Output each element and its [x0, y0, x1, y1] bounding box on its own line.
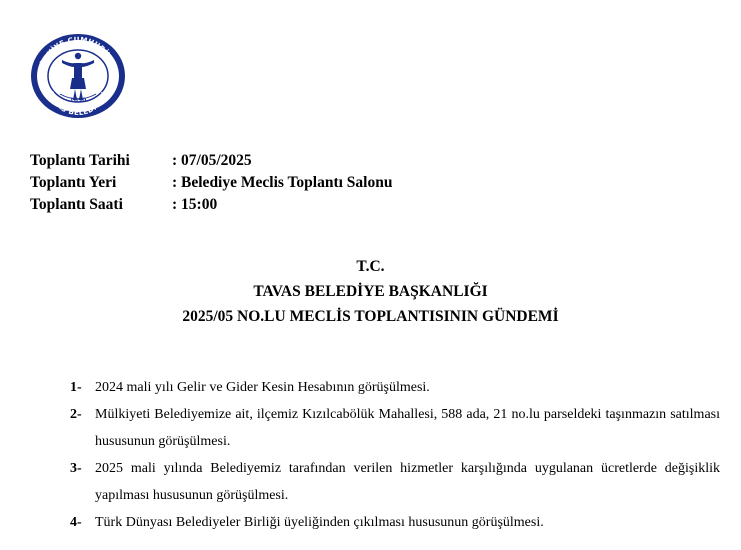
agenda-item-text: 2024 mali yılı Gelir ve Gider Kesin Hesabının görüşülmesi.: [95, 380, 430, 395]
meeting-date-row: [30, 150, 392, 172]
heading-agenda-title: 2025/05 NO.LU MECLİS TOPLANTISININ GÜNDEMİ: [182, 308, 559, 325]
municipality-logo: [28, 32, 128, 120]
agenda-item-number: 2-: [70, 407, 82, 422]
meeting-info: [30, 150, 392, 216]
agenda-item-number: 3-: [70, 461, 82, 476]
meeting-time-label: Toplantı Saati: [30, 196, 123, 213]
agenda-item-text: Mülkiyeti Belediyemize ait, ilçemiz Kızılcabölük Mahallesi, 588 ada, 21 no.lu parseldeki taşınmazın satılması hususunun görüşülmesi.: [95, 407, 720, 449]
agenda-item-number: 4-: [70, 515, 82, 530]
meeting-place-label: Toplantı Yeri: [30, 174, 117, 191]
agenda-item: [70, 509, 720, 536]
agenda-item: [70, 374, 720, 401]
meeting-place-row: [30, 172, 392, 194]
agenda-item: [70, 401, 720, 455]
meeting-time-value: : 15:00: [172, 196, 218, 213]
agenda-item-number: 1-: [70, 380, 82, 395]
logo-year: 1890: [69, 97, 87, 104]
heading-tc: T.C.: [356, 258, 385, 275]
agenda-item-text: 2025 mali yılında Belediyemiz tarafından verilen hizmetler karşılığında uygulanan ücretlerde değişiklik yapılması hususunun görüşülmesi.: [95, 461, 720, 503]
logo-text-bottom: TAVAS BELEDİYESİ: [46, 90, 110, 118]
meeting-place-value: : Belediye Meclis Toplantı Salonu: [172, 174, 393, 191]
logo-text-top: TÜRKİYE CUMHURİYETİ: [37, 34, 119, 73]
meeting-date-value: : 07/05/2025: [172, 152, 252, 169]
meeting-time-row: [30, 194, 392, 216]
agenda-list: [70, 374, 720, 536]
agenda-item: [70, 455, 720, 509]
heading-municipality: TAVAS BELEDİYE BAŞKANLIĞI: [253, 283, 488, 300]
meeting-date-label: Toplantı Tarihi: [30, 152, 130, 169]
agenda-item-text: Türk Dünyası Belediyeler Birliği üyeliğinden çıkılması hususunun görüşülmesi.: [95, 515, 544, 530]
